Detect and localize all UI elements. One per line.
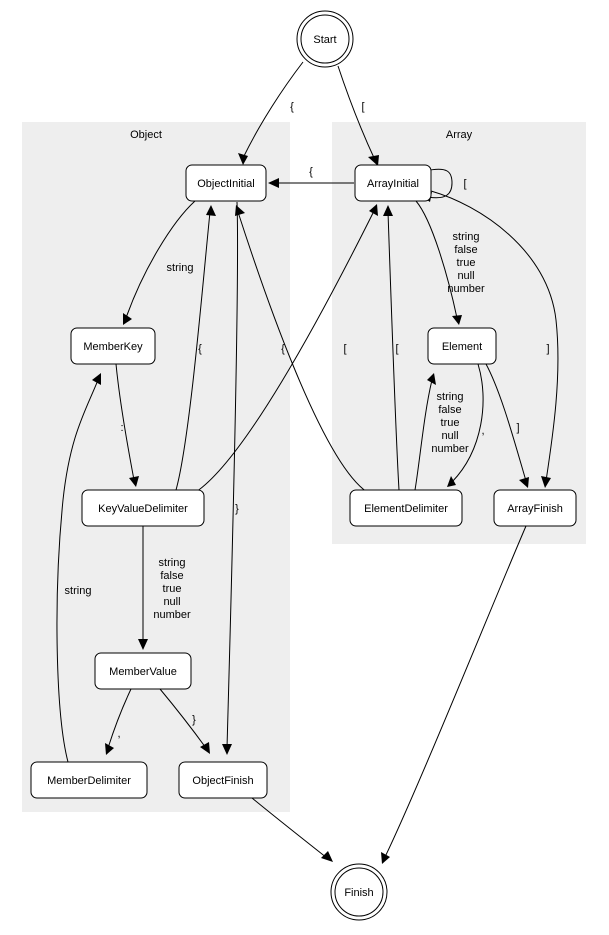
edge-label-element-elementdelimiter: ,	[481, 425, 485, 437]
edge-label-elementdelimiter-element-4: null	[441, 430, 459, 442]
node-start-label: Start	[313, 33, 337, 46]
node-memberdelimiter[interactable]	[31, 762, 147, 798]
node-objectinitial-label: ObjectInitial	[197, 177, 255, 190]
node-membervalue-label: MemberValue	[109, 665, 177, 678]
edge-label-element-arrayfinish: ]	[516, 422, 520, 434]
cluster-object-rect	[22, 122, 290, 812]
edge-label-keyvaluedelimiter-membervalue-4: null	[163, 596, 181, 608]
edge-label-objectinitial-memberkey: string	[166, 262, 194, 274]
edge-label-arrayinitial-element-2: false	[454, 244, 478, 256]
node-element[interactable]	[428, 328, 496, 364]
edge-label-start-arrayinitial: [	[361, 101, 365, 113]
cluster-array-label: Array	[445, 129, 473, 141]
edge-label-arrayinitial-self: [	[463, 178, 467, 190]
node-objectfinish-label: ObjectFinish	[192, 774, 254, 787]
node-element-label: Element	[441, 340, 483, 353]
edge-arrayfinish-finish	[381, 526, 526, 864]
edge-label-membervalue-objectfinish: }	[192, 714, 196, 726]
node-start[interactable]	[297, 11, 353, 67]
node-keyvaluedelimiter[interactable]	[82, 490, 204, 526]
edge-label-keyvaluedelimiter-arrayinitial: [	[343, 343, 347, 355]
node-objectfinish[interactable]	[179, 762, 267, 798]
edge-label-elementdelimiter-arrayinitial: [	[395, 343, 399, 355]
node-memberkey-label: MemberKey	[83, 340, 143, 353]
node-arrayinitial[interactable]	[355, 165, 431, 201]
edge-label-objectinitial-objectfinish: }	[235, 503, 239, 515]
node-finish-label: Finish	[344, 886, 374, 899]
node-elementdelimiter[interactable]	[350, 490, 462, 526]
node-finish[interactable]	[331, 864, 387, 920]
edge-objectfinish-finish	[252, 798, 333, 862]
node-membervalue[interactable]	[95, 653, 191, 689]
node-arrayfinish[interactable]	[494, 490, 576, 526]
node-elementdelimiter-label: ElementDelimiter	[364, 502, 448, 515]
edge-label-elementdelimiter-element-2: false	[438, 404, 462, 416]
node-memberdelimiter-label: MemberDelimiter	[47, 774, 131, 787]
edge-label-keyvaluedelimiter-membervalue-3: true	[162, 583, 182, 595]
edge-label-arrayinitial-element-4: null	[457, 270, 475, 282]
edge-label-arrayinitial-element-5: number	[447, 283, 485, 295]
edge-label-arrayinitial-element-3: true	[456, 257, 476, 269]
edge-label-keyvaluedelimiter-membervalue-2: false	[160, 570, 184, 582]
edge-label-keyvaluedelimiter-objectinitial: {	[198, 343, 202, 355]
node-arrayfinish-label: ArrayFinish	[507, 502, 563, 515]
edge-label-membervalue-memberdelimiter: ,	[117, 728, 121, 740]
edge-label-arrayinitial-element-1: string	[452, 231, 480, 243]
edge-label-keyvaluedelimiter-membervalue-1: string	[158, 557, 186, 569]
edge-label-elementdelimiter-element-1: string	[436, 391, 464, 403]
edge-label-start-objectinitial: {	[290, 101, 294, 113]
edge-label-keyvaluedelimiter-membervalue-5: number	[153, 609, 191, 621]
edge-label-elementdelimiter-element-3: true	[440, 417, 460, 429]
edge-label-elementdelimiter-objectinitial: {	[281, 343, 285, 355]
edge-label-arrayinitial-objectinitial: {	[309, 166, 313, 178]
edge-label-memberdelimiter-memberkey: string	[64, 585, 92, 597]
edge-label-arrayinitial-arrayfinish: ]	[546, 343, 550, 355]
edge-label-elementdelimiter-element-5: number	[431, 443, 469, 455]
node-memberkey[interactable]	[71, 328, 155, 364]
node-objectinitial[interactable]	[186, 165, 266, 201]
node-arrayinitial-label: ArrayInitial	[367, 177, 419, 190]
node-keyvaluedelimiter-label: KeyValueDelimiter	[98, 502, 188, 515]
cluster-object-label: Object	[130, 129, 162, 141]
cluster-object	[22, 122, 290, 812]
edge-label-memberkey-keyvaluedelimiter: :	[120, 422, 124, 434]
